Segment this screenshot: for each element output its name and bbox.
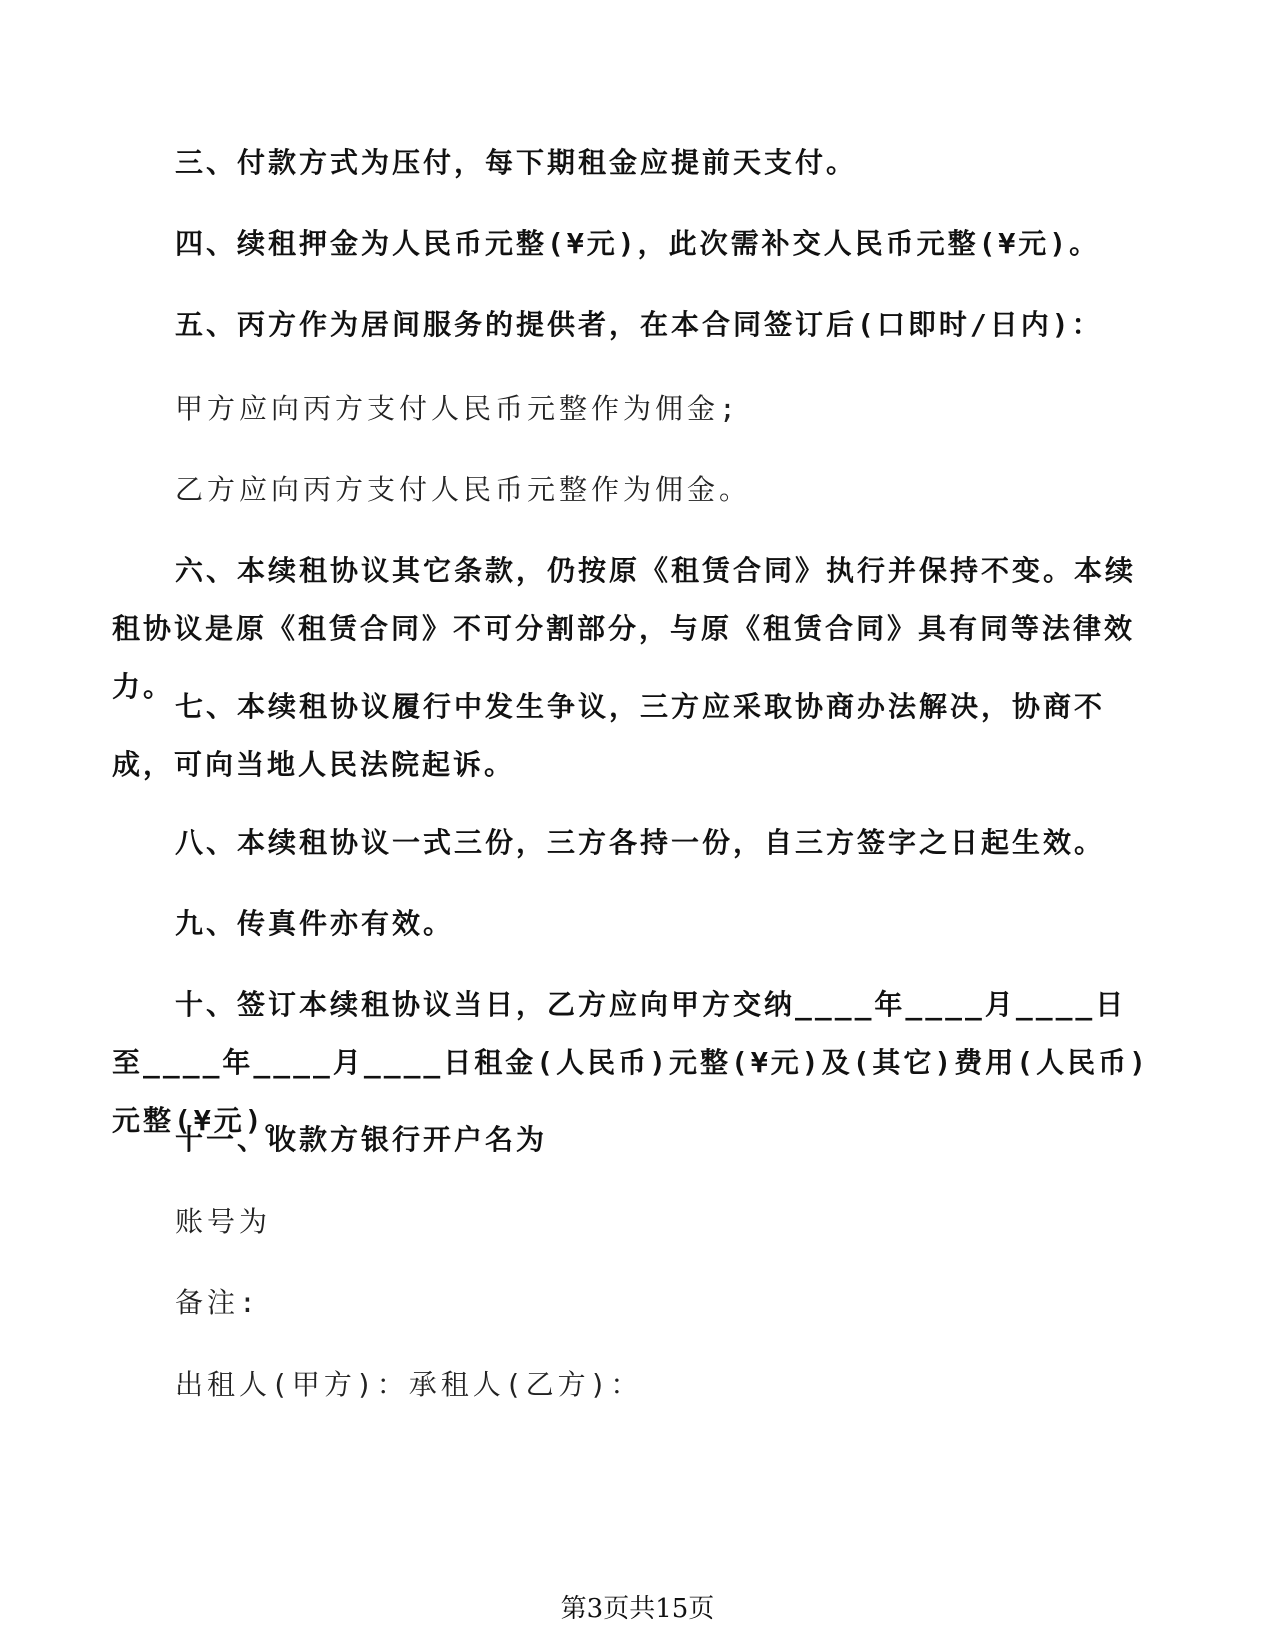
clause-5-party-a: 甲方应向丙方支付人民币元整作为佣金;	[175, 392, 740, 425]
clause-8: 八、本续租协议一式三份，三方各持一份，自三方签字之日起生效。	[175, 826, 1106, 859]
remarks-line: 备注:	[175, 1286, 260, 1319]
clause-7: 七、本续租协议履行中发生争议，三方应采取协商办法解决，协商不成，可向当地人民法院起诉。	[112, 690, 1106, 781]
clause-10: 十、签订本续租协议当日，乙方应向甲方交纳____年____月____日至____年____月____日租金(人民币)元整(¥元)及(其它)费用(人民币)元整(¥元)。	[112, 988, 1150, 1137]
clause-11: 十一、收款方银行开户名为	[175, 1123, 548, 1156]
clause-6: 六、本续租协议其它条款，仍按原《租赁合同》执行并保持不变。本续租协议是原《租赁合同》不可分割部分，与原《租赁合同》具有同等法律效力。	[112, 554, 1137, 703]
clause-4: 四、续租押金为人民币元整(¥元)，此次需补交人民币元整(¥元)。	[175, 227, 1101, 260]
signature-line: 出租人(甲方)：承租人(乙方)：	[175, 1368, 643, 1401]
account-number-line: 账号为	[175, 1205, 272, 1238]
page-footer: 第3页共15页	[560, 1594, 715, 1624]
clause-5: 五、丙方作为居间服务的提供者，在本合同签订后(口即时/日内)：	[175, 308, 1103, 341]
clause-3: 三、付款方式为压付，每下期租金应提前天支付。	[175, 146, 858, 179]
clause-9: 九、传真件亦有效。	[175, 907, 455, 940]
clause-5-party-b: 乙方应向丙方支付人民币元整作为佣金。	[175, 473, 752, 506]
